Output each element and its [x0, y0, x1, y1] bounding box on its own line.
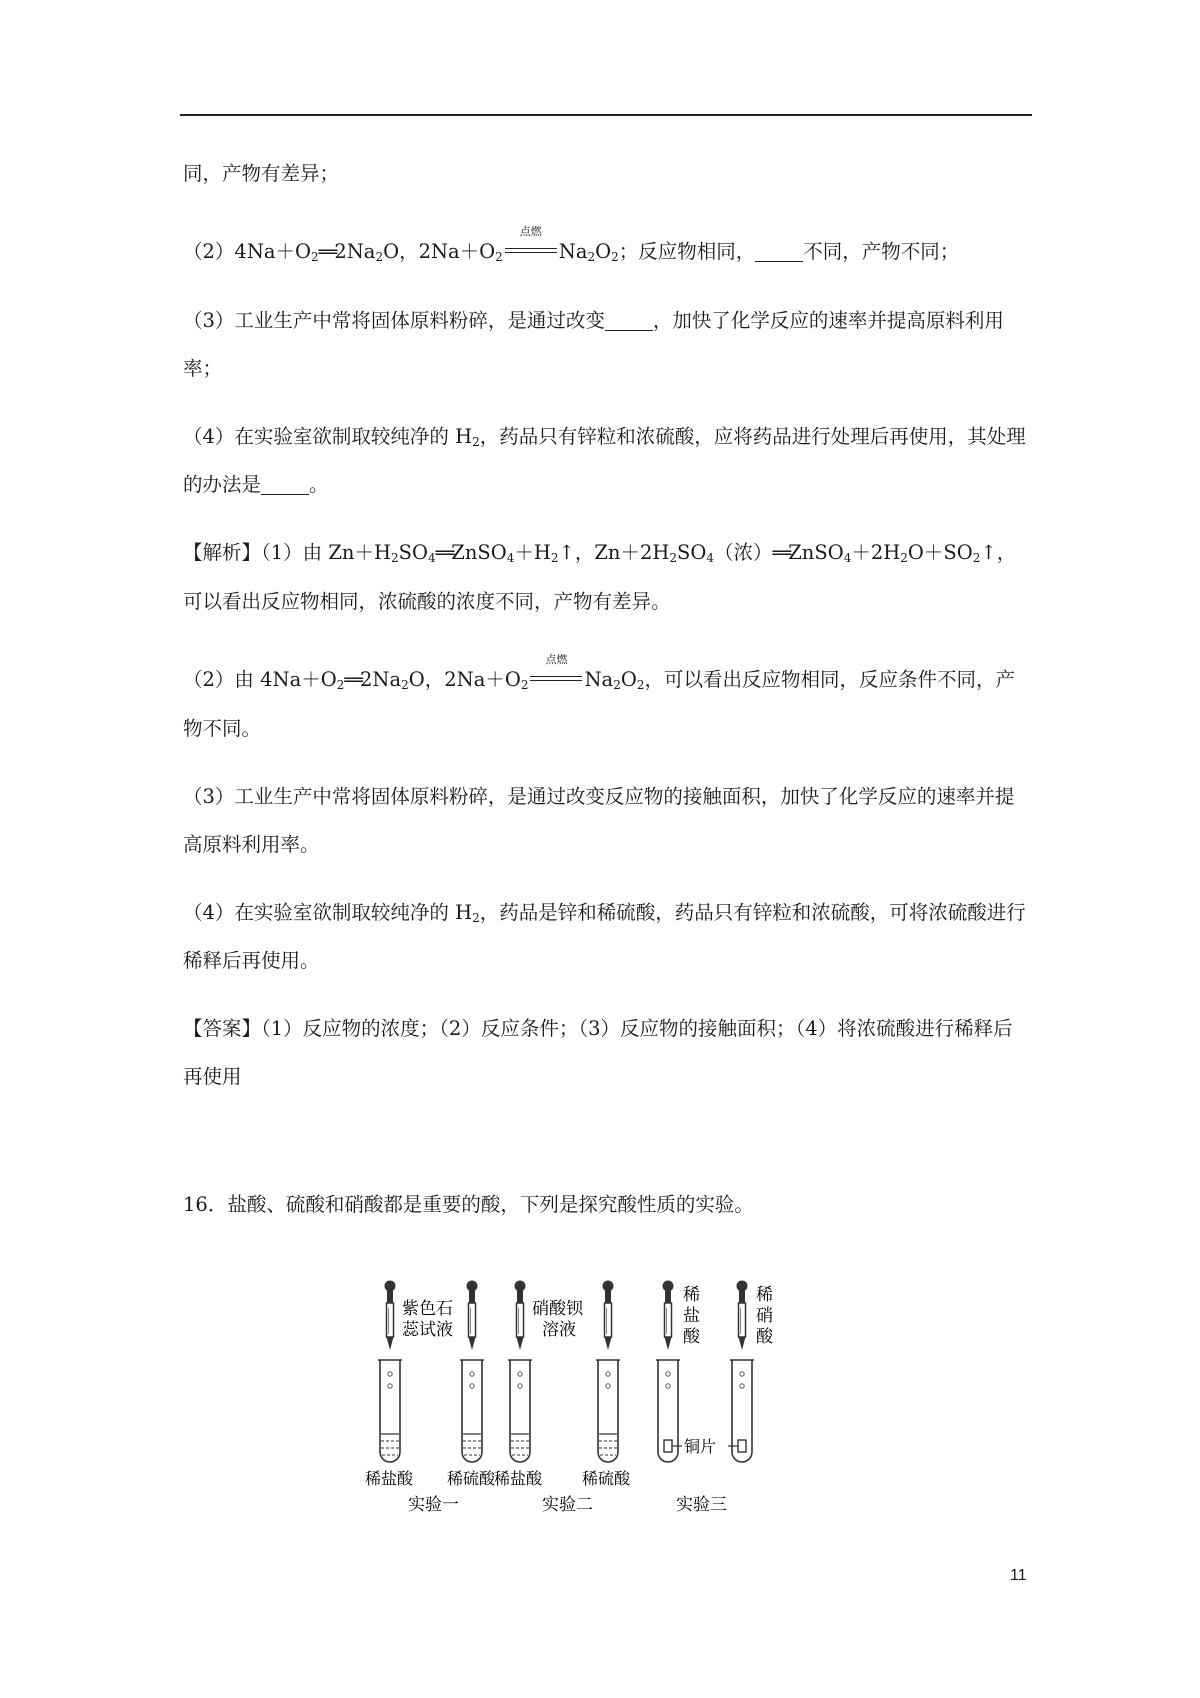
reagent-label-line1: 硝酸钡 — [532, 1299, 583, 1319]
dropper-left — [385, 1281, 396, 1351]
copper-label: 铜片 — [684, 1437, 717, 1456]
question-2: $(2)4Na+O_2══2Na_2O$，$2Na+O_2$ 点燃 $Na_2O_2$；反应物相同， 不同，产物不同； — [183, 225, 960, 264]
analysis-4: （4）在实验室欲制取较纯净的 $H_2$，药品是锌和稀硫酸，药品只有锌粒和浓硫酸，可将浓硫酸进行稀释后再使用。 — [183, 901, 1026, 972]
analysis-2: （2）由 $4Na+O_2══2Na_2O$，$2Na+O_2$ 点燃 $Na_2O_2$，可以看出反应物相同，反应条件不同，产物不同。 — [183, 653, 1015, 740]
experiment-2 — [494, 1281, 631, 1516]
reaction-condition: 点燃 — [528, 668, 584, 688]
analysis-3: （3）工业生产中常将固体原料粉碎，是通过改变反应物的接触面积，加快了化学反应的速率并提高原料利用率。 — [183, 785, 1015, 856]
experiment-label: 实验一 — [408, 1495, 459, 1515]
copper-piece — [664, 1440, 672, 1452]
experiment-diagram — [360, 1278, 860, 1518]
reagent-label-line2: 蕊试液 — [402, 1320, 453, 1340]
answer: 【答案】（1）反应物的浓度；（2）反应条件；（3）反应物的接触面积；（4）将浓硫酸进行稀释后再使用 — [183, 1017, 1013, 1088]
answer-blank — [261, 475, 309, 495]
question-16: 16．盐酸、硫酸和硝酸都是重要的酸，下列是探究酸性质的实验。 — [183, 1193, 754, 1216]
experiment-figure — [360, 1278, 860, 1518]
reagent-label-char: 酸 — [683, 1327, 700, 1347]
dropper-right — [737, 1281, 748, 1351]
dropper-right — [467, 1281, 478, 1351]
paragraph-continuation: 同，产物有差异； — [183, 162, 340, 185]
test-tube — [656, 1360, 680, 1462]
test-tube — [460, 1360, 484, 1462]
answer-blank — [755, 242, 803, 262]
reagent-label-char: 硝 — [756, 1306, 773, 1326]
tube-label: 稀硫酸 — [447, 1469, 496, 1488]
reagent-label-char: 盐 — [683, 1306, 700, 1326]
document-body — [183, 150, 1029, 1229]
tube-label: 稀硫酸 — [582, 1469, 631, 1488]
copper-piece — [738, 1440, 746, 1452]
experiment-1 — [365, 1281, 496, 1516]
tube-liquid — [599, 1434, 617, 1455]
reagent-label-char: 酸 — [756, 1327, 773, 1347]
reagent-label-char: 稀 — [683, 1285, 700, 1305]
reagent-label-char: 稀 — [756, 1285, 773, 1305]
reagent-label-line2: 溶液 — [542, 1320, 576, 1340]
test-tube — [730, 1360, 754, 1462]
dropper-right — [603, 1281, 614, 1351]
answer-blank — [605, 311, 653, 331]
experiment-label: 实验二 — [542, 1495, 593, 1515]
tube-liquid — [463, 1434, 481, 1455]
test-tube — [378, 1360, 402, 1462]
tube-label: 稀盐酸 — [494, 1469, 543, 1488]
reagent-label-line1: 紫色石 — [402, 1299, 453, 1319]
analysis-1: 【解析】（1）由 $Zn+H_2SO_4══ZnSO_4+H_2↑$，$Zn+2H_2SO_4$（浓）$══ZnSO_4+2H_2O+SO_2↑$，可以看出反应物相同，浓硫酸的浓度不同，产物有差异。 — [183, 541, 1017, 613]
header-rule — [180, 114, 1032, 116]
reaction-condition: 点燃 — [503, 240, 559, 260]
question-3: （3）工业生产中常将固体原料粉碎，是通过改变 ，加快了化学反应的速率并提高原料利用率； — [183, 309, 1004, 380]
dropper-left — [663, 1281, 674, 1351]
tube-liquid — [381, 1434, 399, 1455]
question-4: （4）在实验室欲制取较纯净的 $H_2$，药品只有锌粒和浓硫酸，应将药品进行处理后再使用，其处理的办法是 。 — [183, 425, 1026, 496]
page-number: 11 — [1010, 1567, 1027, 1584]
test-tube — [508, 1360, 532, 1462]
tube-liquid — [511, 1434, 529, 1455]
experiment-label: 实验三 — [676, 1495, 727, 1515]
test-tube — [596, 1360, 620, 1462]
experiment-3 — [656, 1281, 774, 1516]
tube-label: 稀盐酸 — [365, 1469, 414, 1488]
dropper-left — [515, 1281, 526, 1351]
